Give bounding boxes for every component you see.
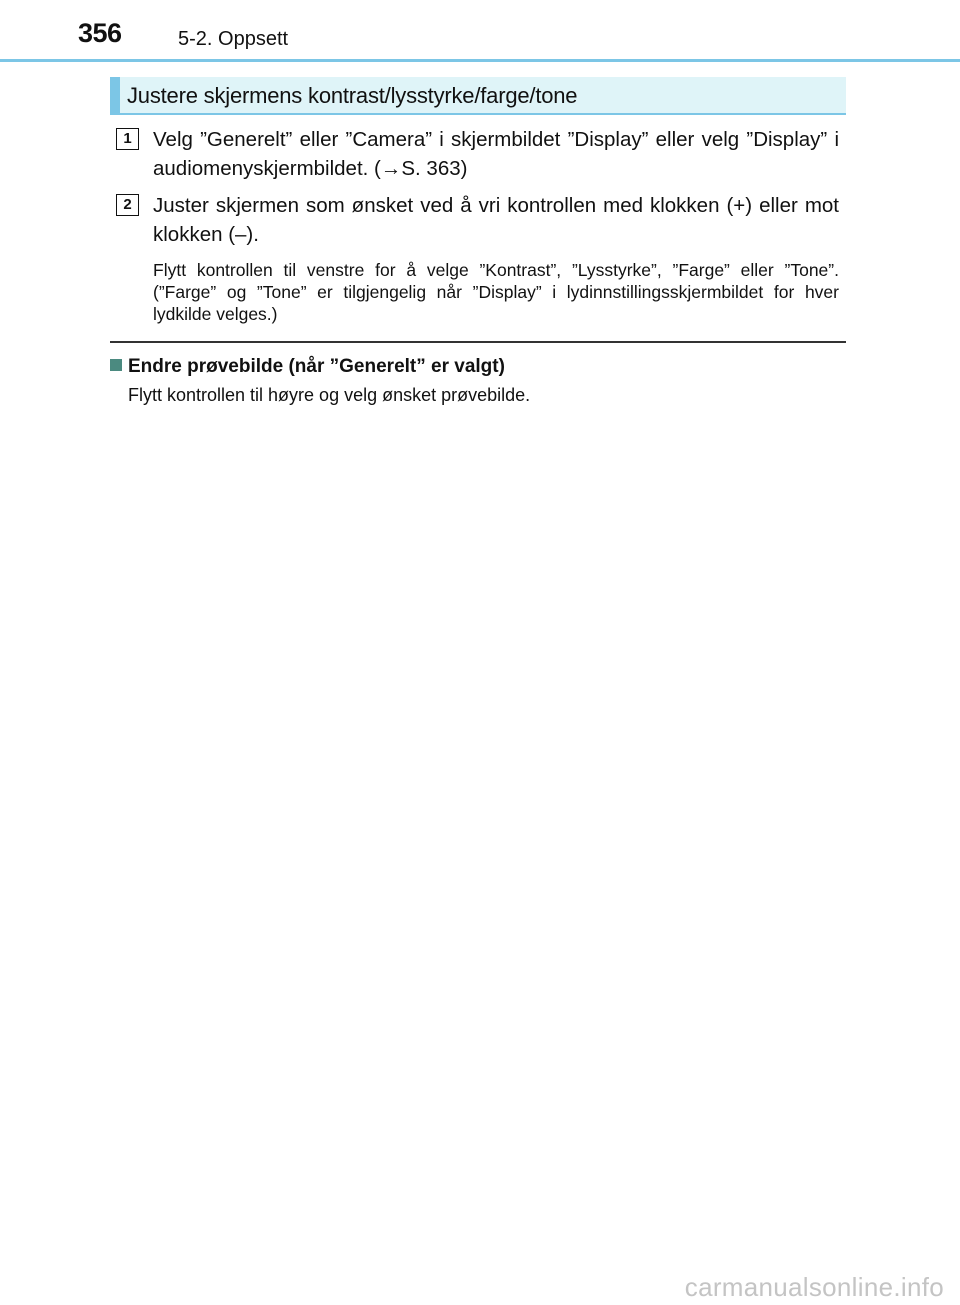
section-divider <box>110 341 846 343</box>
heading-accent-bar <box>110 77 120 113</box>
page-number: 356 <box>78 18 122 48</box>
step-note: Flytt kontrollen til venstre for å velge ”Kontrast”, ”Lysstyrke”, ”Farge” eller ”Tone”. (”Farge” og ”Tone” er tilgjengelig når ”Display” i lydinnstillingsskjermbildet for hver lydkilde velges.) <box>153 260 839 324</box>
watermark: carmanualsonline.info <box>684 1272 944 1302</box>
page-header <box>0 0 960 62</box>
step-number-1: 1 <box>116 128 139 150</box>
heading-text: Justere skjermens kontrast/lysstyrke/farge/tone <box>127 83 578 108</box>
step-text-2: Juster skjermen som ønsket ved å vri kontrollen med klokken (+) eller mot klokken (–). <box>153 194 839 246</box>
step-number-2: 2 <box>116 194 139 216</box>
subsection-text: Flytt kontrollen til høyre og velg ønsket prøvebilde. <box>128 385 531 405</box>
step-text-1: Velg ”Generelt” eller ”Camera” i skjermbildet ”Display” eller velg ”Display” i audiomenyskjermbildet. (→S. 363) <box>153 128 839 180</box>
header-divider <box>0 59 960 62</box>
square-bullet-icon <box>110 359 122 371</box>
subsection-title: Endre prøvebilde (når ”Generelt” er valgt) <box>128 356 505 377</box>
subsection-heading <box>110 356 505 378</box>
section-heading <box>110 77 846 115</box>
section-title: 5-2. Oppsett <box>178 28 289 50</box>
